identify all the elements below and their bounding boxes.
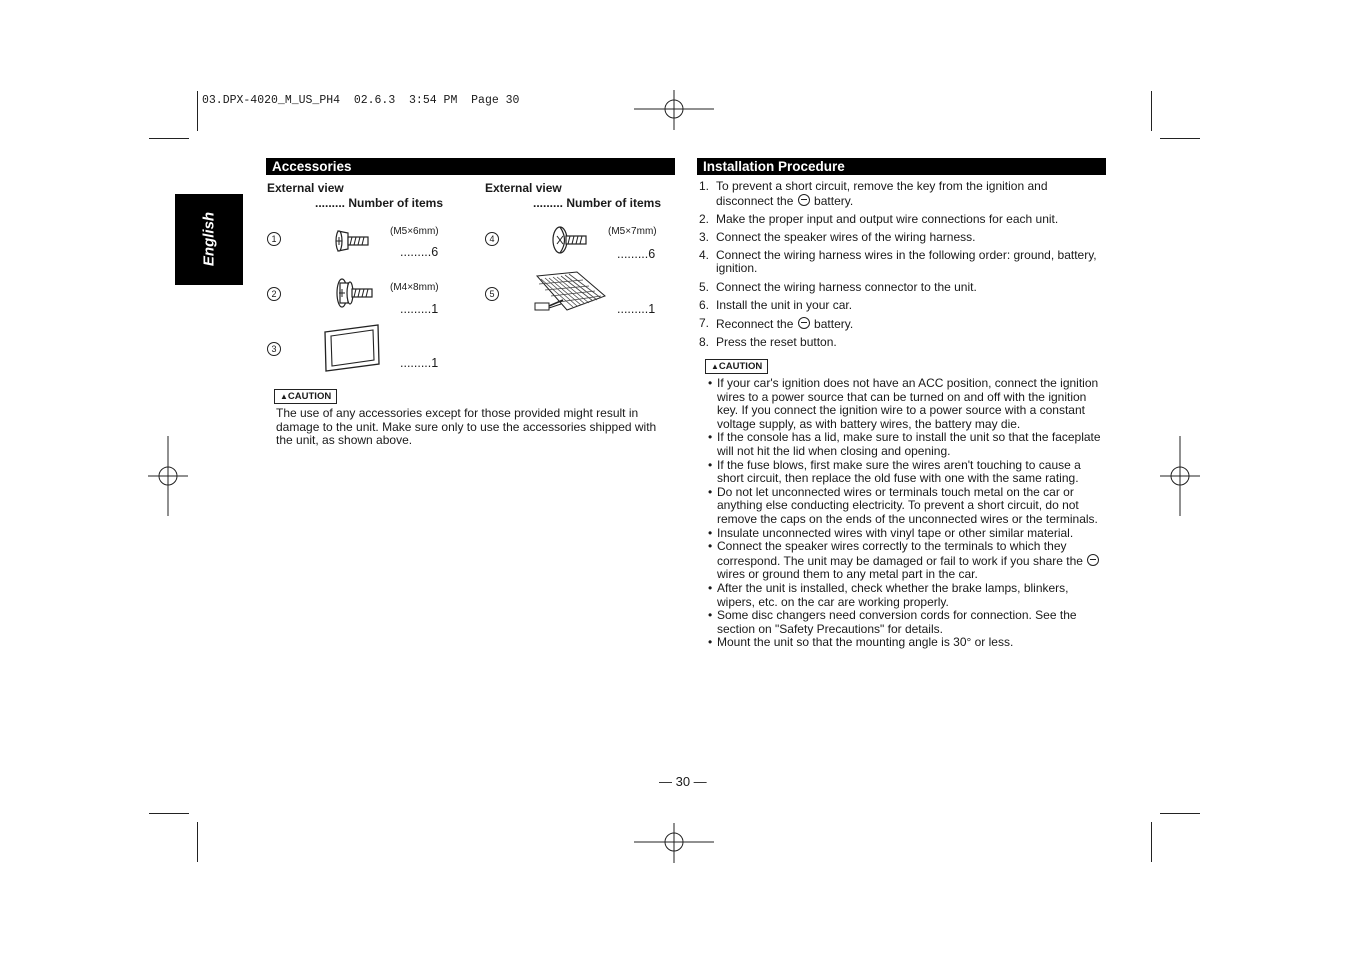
installation-step — [697, 249, 1102, 276]
step-number: 2. — [699, 211, 710, 226]
text-segment: wires or ground them to any metal part in the car. — [717, 567, 978, 582]
item-number: 1 — [267, 232, 281, 246]
external-view-label-left: External view — [267, 181, 344, 195]
text-segment: To prevent a short circuit, remove the key from the ignition and disconnect the — [716, 179, 1048, 208]
caution-bullet — [706, 609, 1102, 636]
washer-screw-icon — [334, 276, 376, 310]
installation-step — [697, 317, 1102, 332]
item-count: .........6 — [400, 245, 439, 259]
flat-head-screw-icon — [334, 225, 374, 257]
text-segment: Connect the speaker wires of the wiring harness. — [716, 229, 976, 244]
item-count: .........1 — [400, 356, 439, 370]
installation-step — [697, 336, 1102, 350]
accessories-caution-badge — [274, 389, 337, 404]
text-segment: Insulate unconnected wires with vinyl tape or other similar material. — [717, 525, 1074, 540]
negative-terminal-icon — [798, 194, 810, 206]
installation-caution-badge — [705, 359, 768, 374]
caution-bullet — [706, 582, 1102, 609]
text-segment: If your car's ignition does not have an ACC position, connect the ignition wires to a power source that can be turned on and off with the ignition key. If you connect the ignition wire to a power source with a constant voltage supply, as with battery wires, the battery may die. — [717, 376, 1099, 431]
text-segment: Mount the unit so that the mounting angle is 30° or less. — [717, 635, 1014, 650]
item-number: 3 — [267, 342, 281, 356]
print-slug-line: 03.DPX-4020_M_US_PH4 02.6.3 3:54 PM Page 30 — [202, 94, 520, 107]
installation-heading: Installation Procedure — [697, 158, 1106, 175]
caution-bullet — [706, 486, 1102, 527]
caution-bullet — [706, 459, 1102, 486]
caution-bullet — [706, 431, 1102, 458]
caution-bullet — [706, 540, 1102, 582]
caution-label: CAUTION — [287, 391, 332, 402]
negative-terminal-icon — [798, 317, 810, 329]
text-segment: battery. — [810, 193, 854, 208]
number-of-items-label-right: ......... Number of items — [533, 196, 662, 210]
registration-mark-right-icon — [1160, 436, 1200, 516]
text-segment: Press the reset button. — [716, 334, 837, 349]
item-count: .........6 — [617, 247, 656, 261]
text-segment: Reconnect the — [716, 316, 797, 331]
escutcheon-frame-icon — [322, 322, 382, 374]
installation-step — [697, 281, 1102, 295]
language-tab-label: English — [200, 211, 218, 267]
warning-triangle-icon: ▲ — [711, 362, 719, 371]
text-segment: Connect the speaker wires correctly to the terminals to which they correspond. The unit may be damaged or fail to work if you share the — [717, 539, 1087, 568]
negative-terminal-icon — [1087, 554, 1099, 566]
step-number: 3. — [699, 229, 710, 244]
item-number: 5 — [485, 287, 499, 301]
item-number: 2 — [267, 287, 281, 301]
text-segment: battery. — [810, 316, 854, 331]
step-number: 5. — [699, 279, 710, 294]
installation-step — [697, 299, 1102, 313]
item-count: .........1 — [400, 302, 439, 316]
text-segment: Some disc changers need conversion cords for connection. See the section on "Safety Precautions" for details. — [717, 608, 1077, 636]
text-segment: Do not let unconnected wires or terminals touch metal on the car or anything else conducting electricity. To prevent a short circuit, do not remove the caps on the ends of the unconnected wires or the terminals. — [717, 484, 1098, 526]
page-number: — 30 — — [659, 774, 707, 789]
text-segment: If the fuse blows, first make sure the wires aren't touching to cause a short circuit, then replace the old fuse with one with the same rating. — [717, 457, 1081, 486]
accessories-heading: Accessories — [266, 158, 675, 175]
installation-step — [697, 213, 1102, 227]
external-view-label-right: External view — [485, 181, 562, 195]
text-segment: Connect the wiring harness wires in the following order: ground, battery, ignition. — [716, 247, 1097, 276]
number-of-items-label-left: ......... Number of items — [315, 196, 444, 210]
text-segment: Make the proper input and output wire connections for each unit. — [716, 211, 1059, 226]
step-number: 7. — [699, 315, 710, 330]
item-size: (M5×7mm) — [608, 226, 657, 237]
item-size: (M4×8mm) — [390, 282, 439, 293]
item-size: (M5×6mm) — [390, 226, 439, 237]
installation-step — [697, 180, 1102, 208]
registration-mark-top-icon — [634, 90, 714, 130]
round-head-screw-icon — [551, 224, 591, 256]
caution-label: CAUTION — [718, 361, 763, 372]
step-number: 1. — [699, 179, 710, 193]
registration-mark-bottom-icon — [634, 823, 714, 863]
text-segment: Install the unit in your car. — [716, 297, 853, 312]
installation-caution-list — [706, 377, 1102, 650]
caution-bullet — [706, 527, 1102, 541]
registration-mark-left-icon — [148, 436, 188, 516]
text-segment: After the unit is installed, check whether the brake lamps, blinkers, wipers, etc. on the car are working properly. — [717, 580, 1069, 609]
caution-bullet — [706, 377, 1102, 431]
accessories-caution-text: The use of any accessories except for those provided might result in damage to the unit. Make sure only to use the accessories shipped with the unit, as shown above. — [276, 406, 657, 448]
text-segment: If the console has a lid, make sure to install the unit so that the faceplate will not hit the lid when closing and opening. — [717, 430, 1101, 458]
installation-step — [697, 231, 1102, 245]
warning-triangle-icon: ▲ — [280, 392, 288, 401]
item-number: 4 — [485, 232, 499, 246]
step-number: 6. — [699, 297, 710, 312]
caution-bullet — [706, 636, 1102, 650]
wiring-harness-icon — [533, 270, 609, 316]
step-number: 8. — [699, 334, 710, 349]
step-number: 4. — [699, 247, 710, 262]
text-segment: Connect the wiring harness connector to the unit. — [716, 279, 977, 294]
item-count: .........1 — [617, 302, 656, 316]
installation-steps — [697, 180, 1102, 354]
language-tab — [175, 194, 243, 285]
